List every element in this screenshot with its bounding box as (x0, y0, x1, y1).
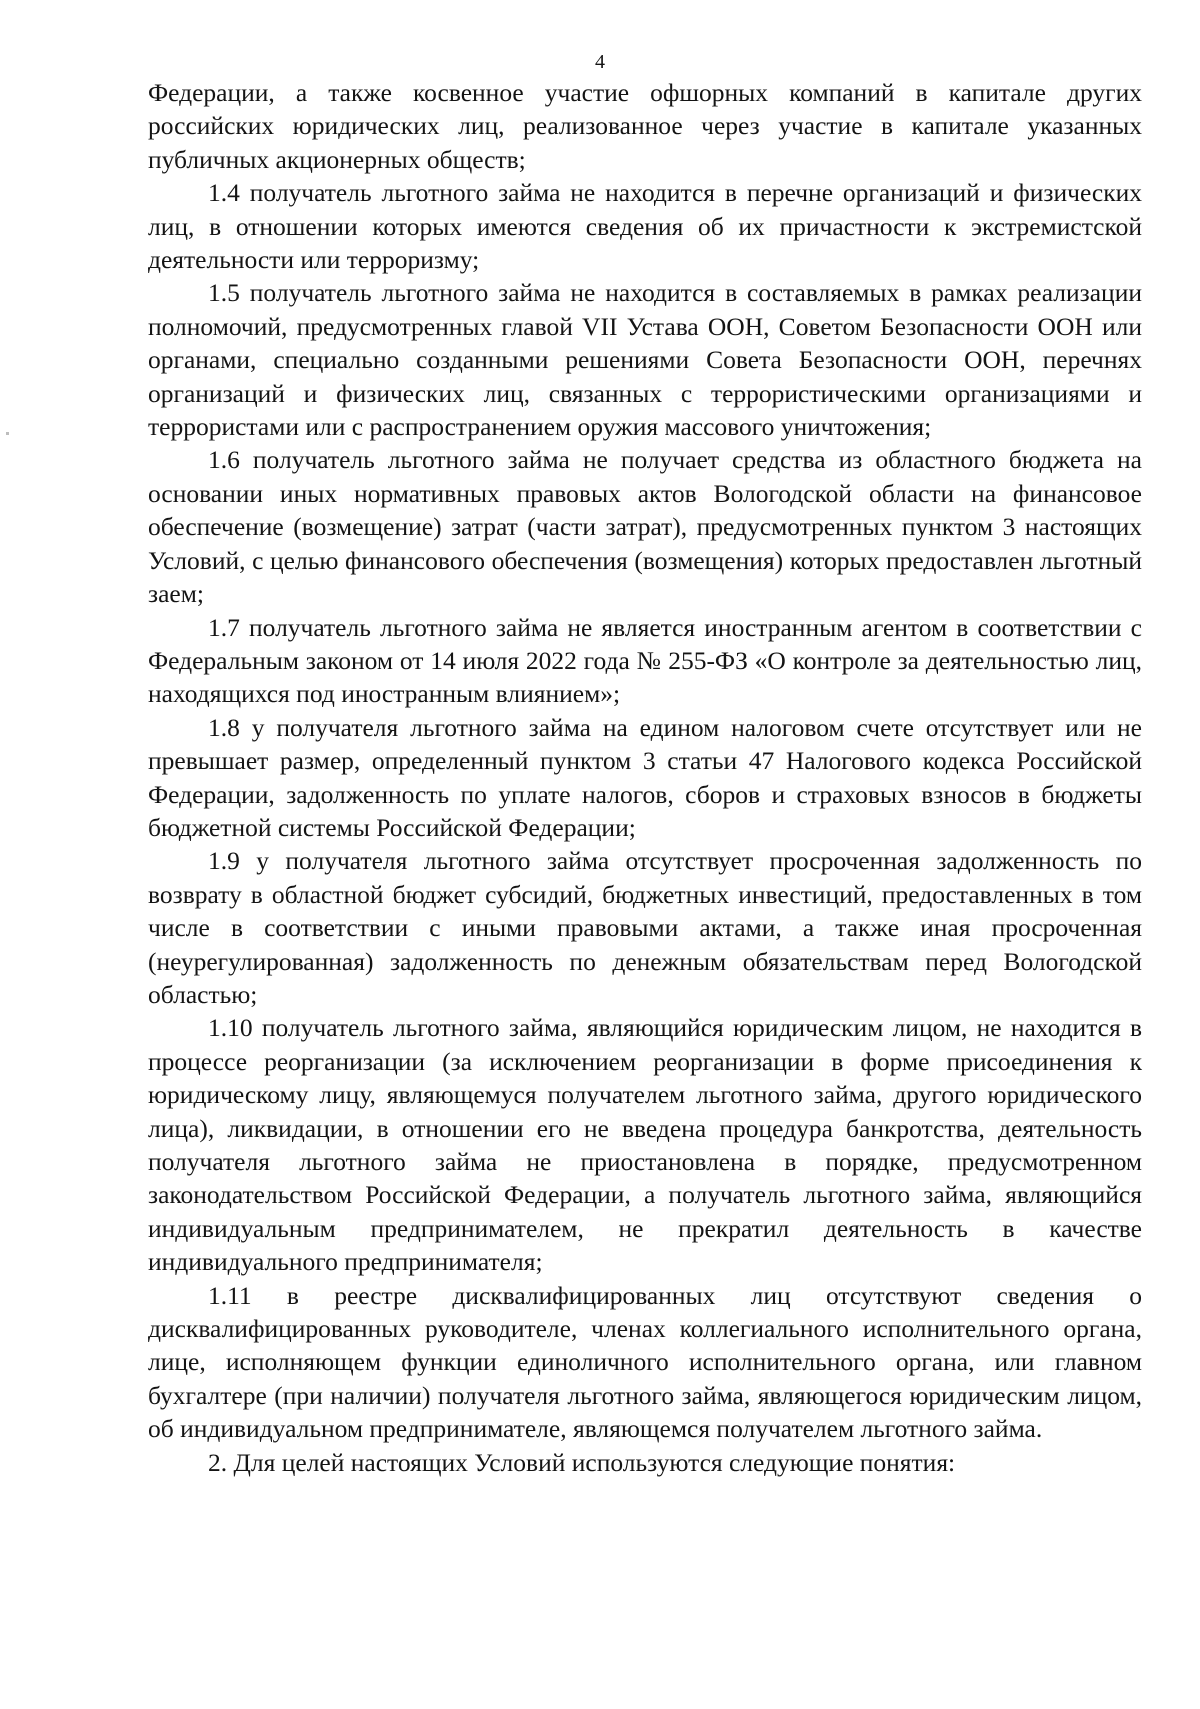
paragraph-item-1-7: 1.7 получатель льготного займа не является иностранным агентом в соответствии с Федеральным законом от 14 июля 2022 года № 255-ФЗ «О контроле за деятельностью лиц, находящихся под иностранным влиянием»; (148, 612, 1142, 709)
paragraph-item-1-10: 1.10 получатель льготного займа, являющийся юридическим лицом, не находится в процессе реорганизации (за исключением реорганизации в форме присоединения к юридическому лицу, являющемуся получателем льготного займа, другого юридического лица), ликвидации, в отношении его не введена процедура банкротства, деятельность получателя льготного займа не приостановлена в порядке, предусмотренном законодательством Российской Федерации, а получатель льготного займа, являющийся индивидуальным предпринимателем, не прекратил деятельность в качестве индивидуального предпринимателя; (148, 1013, 1142, 1277)
paragraph-item-2: 2. Для целей настоящих Условий используются следующие понятия: (208, 1447, 956, 1477)
page-number: 4 (595, 51, 605, 73)
scan-artifact (6, 432, 9, 435)
paragraph-continuation: Федерации, а также косвенное участие офшорных компаний в капитале других российских юридических лиц, реализованное через участие в капитале указанных публичных акционерных обществ; (148, 78, 1142, 174)
paragraph-item-1-8: 1.8 у получателя льготного займа на едином налоговом счете отсутствует или не превышает размер, определенный пунктом 3 статьи 47 Налогового кодекса Российской Федерации, задолженность по уплате налогов, сборов и страховых взносов в бюджеты бюджетной системы Российской Федерации; (148, 712, 1142, 842)
paragraph-item-1-11: 1.11 в реестре дисквалифицированных лиц отсутствуют сведения о дисквалифицированных руководителе, членах коллегиального исполнительного органа, лице, исполняющем функции единоличного исполнительного органа, или главном бухгалтере (при наличии) получателя льготного займа, являющегося юридическим лицом, об индивидуальном предпринимателе, являющемся получателем льготного займа. (148, 1280, 1142, 1444)
paragraph-item-1-4: 1.4 получатель льготного займа не находится в перечне организаций и физических лиц, в отношении которых имеются сведения об их причастности к экстремистской деятельности или терроризму; (148, 178, 1142, 275)
document-body (148, 76, 1142, 1479)
paragraph-item-1-6: 1.6 получатель льготного займа не получает средства из областного бюджета на основании иных нормативных правовых актов Вологодской области на финансовое обеспечение (возмещение) затрат (части затрат), предусмотренных пунктом 3 настоящих Условий, с целью финансового обеспечения (возмещения) которых предоставлен льготный заем; (148, 445, 1142, 609)
paragraph-item-1-9: 1.9 у получателя льготного займа отсутствует просроченная задолженность по возврату в областной бюджет субсидий, бюджетных инвестиций, предоставленных в том числе в соответствии с иными правовыми актами, а также иная просроченная (неурегулированная) задолженность по денежным обязательствам перед Вологодской областью; (148, 846, 1142, 1009)
paragraph-item-1-5: 1.5 получатель льготного займа не находится в составляемых в рамках реализации полномочий, предусмотренных главой VII Устава ООН, Советом Безопасности ООН или органами, специально созданными решениями Совета Безопасности ООН, перечнях организаций и физических лиц, связанных с террористическими организациями и террористами или с распространением оружия массового уничтожения; (148, 278, 1142, 442)
